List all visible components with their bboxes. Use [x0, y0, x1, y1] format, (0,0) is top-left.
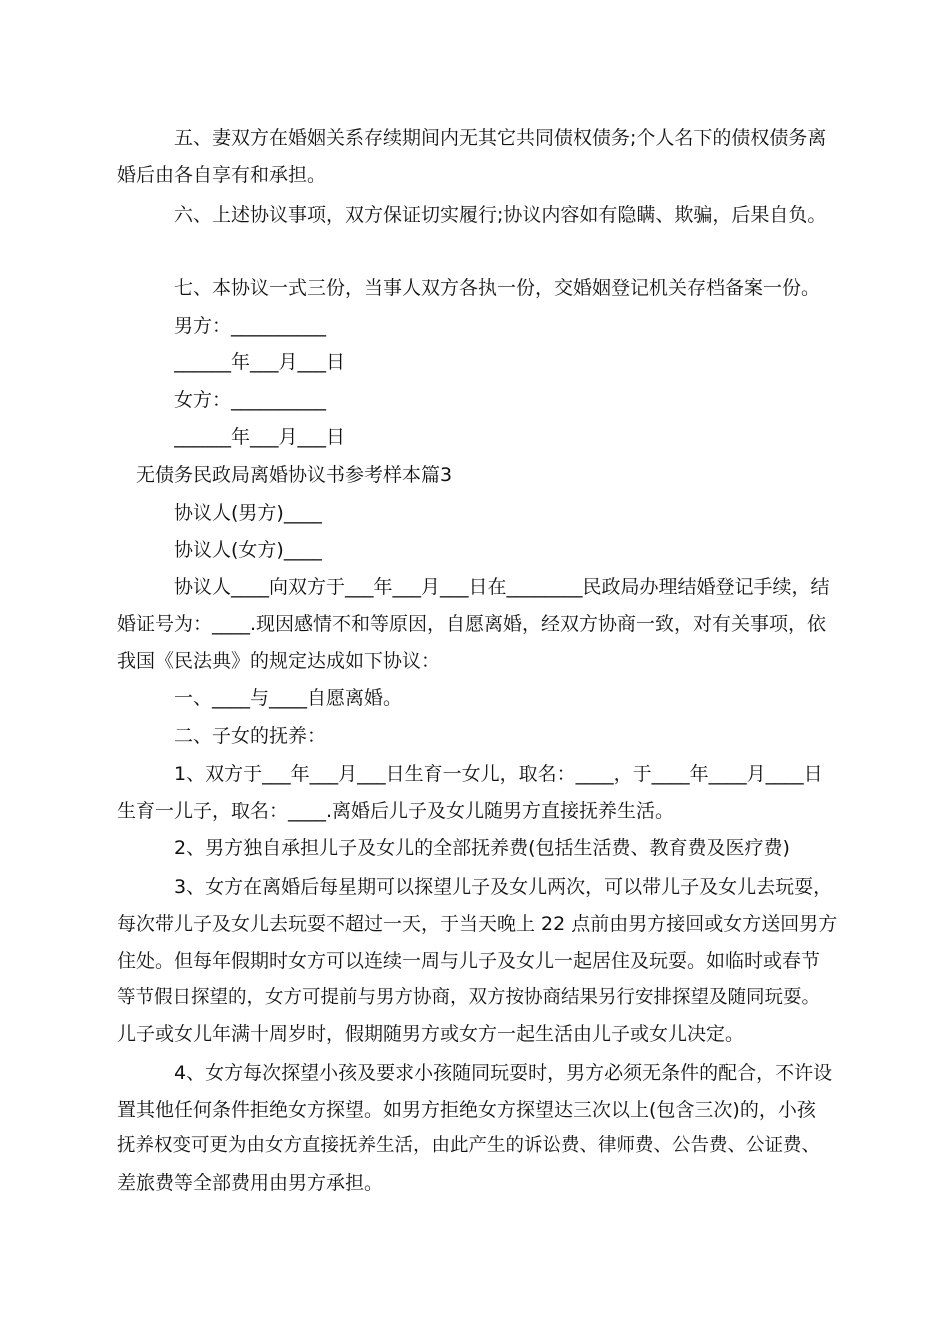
clause-1: 一、____与____自愿离婚。 [174, 687, 403, 709]
paragraph-5-line-2: 婚后由各自享有和承担。 [117, 164, 327, 186]
paragraph-7: 七、本协议一式三份，当事人双方各执一份，交婚姻登记机关存档备案一份。 [174, 277, 821, 299]
paragraph-5-line-1: 五、妻双方在婚姻关系存续期间内无其它共同债权债务;个人名下的债权债务离 [174, 127, 827, 149]
item-1-line-1: 1、双方于___年___月___日生育一女儿，取名：____，于____年____月____日 [174, 763, 823, 785]
item-3-line-1: 3、女方在离婚后每星期可以探望儿子及女儿两次，可以带儿子及女儿去玩耍， [174, 876, 833, 898]
male-date-line: ______年___月___日 [174, 351, 346, 373]
item-3-line-5: 儿子或女儿年满十周岁时，假期随男方或女方一起生活由儿子或女儿决定。 [117, 1023, 745, 1045]
item-3-line-4: 等节假日探望的，女方可提前与男方协商，双方按协商结果另行安排探望及随同玩耍。 [117, 987, 821, 1008]
item-4-line-4: 差旅费等全部费用由男方承担。 [117, 1172, 384, 1194]
item-4-line-3: 抚养权变可更为由女方直接抚养生活，由此产生的诉讼费、律师费、公告费、公证费、 [117, 1135, 821, 1156]
male-signature-line: 男方：__________ [174, 315, 327, 337]
intro-line-1: 协议人____向双方于___年___月___日在________民政局办理结婚登记手续，结 [174, 576, 830, 598]
party-male: 协议人(男方)____ [174, 502, 322, 524]
female-signature-line: 女方：__________ [174, 389, 327, 411]
item-4-line-1: 4、女方每次探望小孩及要求小孩随同玩耍时，男方必须无条件的配合，不许设 [174, 1062, 833, 1084]
item-1-line-2: 生育一儿子，取名：____.离婚后儿子及女儿随男方直接抚养生活。 [117, 800, 675, 822]
paragraph-6: 六、上述协议事项，双方保证切实履行;协议内容如有隐瞒、欺骗，后果自负。 [174, 204, 827, 226]
item-3-line-3: 住处。但每年假期时女方可以连续一周与儿子及女儿一起居住及玩耍。如临时或春节 [117, 950, 821, 972]
item-2: 2、男方独自承担儿子及女儿的全部抚养费(包括生活费、教育费及医疗费) [174, 837, 790, 859]
item-3-line-2: 每次带儿子及女儿去玩耍不超过一天，于当天晚上 22 点前由男方接回或女方送回男方 [117, 913, 837, 935]
intro-line-2: 婚证号为：____.现因感情不和等原因，自愿离婚，经双方协商一致，对有关事项，依 [117, 613, 827, 635]
party-female: 协议人(女方)____ [174, 539, 322, 561]
female-date-line: ______年___月___日 [174, 426, 346, 448]
section-title: 无债务民政局离婚协议书参考样本篇3 [136, 464, 453, 486]
intro-line-3: 我国《民法典》的规定达成如下协议： [117, 650, 441, 672]
clause-2-heading: 二、子女的抚养： [174, 725, 327, 747]
item-4-line-2: 置其他任何条件拒绝女方探望。如男方拒绝女方探望达三次以上(包含三次)的，小孩 [117, 1099, 816, 1121]
